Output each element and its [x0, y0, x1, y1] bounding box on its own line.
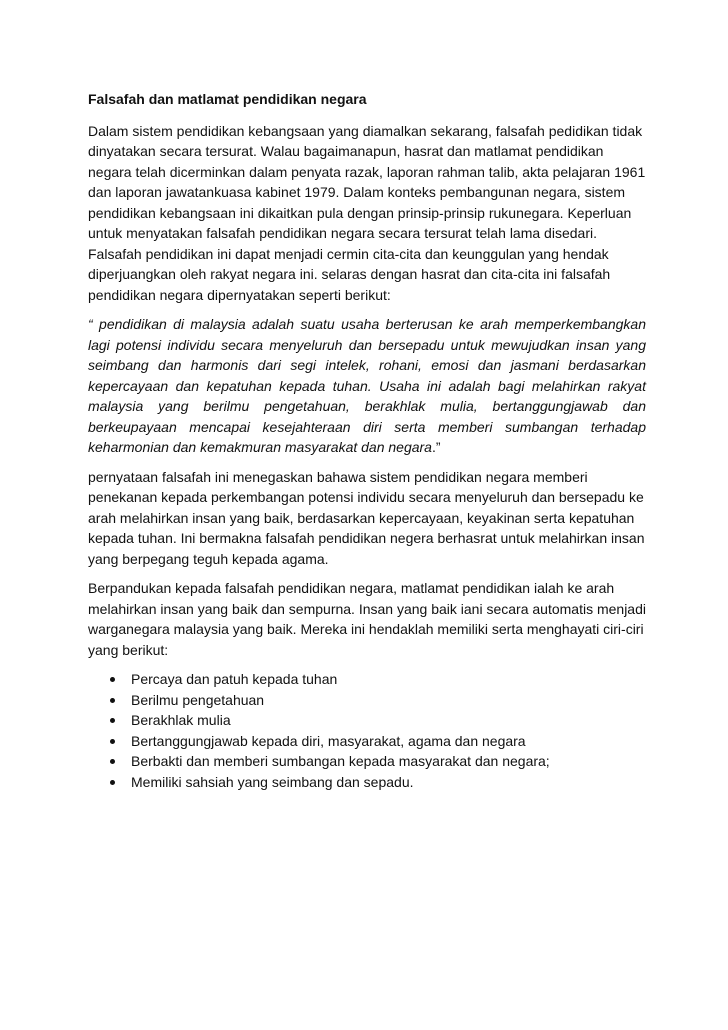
- list-item: [103, 772, 646, 793]
- list-item: [103, 731, 646, 752]
- document-title: Falsafah dan matlamat pendidikan negara: [88, 91, 367, 107]
- list-item: [103, 710, 646, 731]
- statement-paragraph: pernyataan falsafah ini menegaskan bahawa sistem pendidikan negara memberi penekanan kepada perkembangan potensi individu secara menyeluruh dan bersepadu ke arah melahirkan insan yang baik, berdasarkan kepercayaan, keyakinan serta kepatuhan kepada tuhan. Ini bermakna falsafah pendidikan negera berhasrat untuk melahirkan insan yang berpegang teguh kepada agama.: [88, 468, 645, 567]
- intro-paragraph: Dalam sistem pendidikan kebangsaan yang diamalkan sekarang, falsafah pedidikan tidak dinyatakan secara tersurat. Walau bagaimanapun, hasrat dan matlamat pendidikan negara telah dicerminkan dalam penyata razak, laporan rahman talib, akta pelajaran 1961 dan laporan jawatankuasa kabinet 1979. Dalam konteks pembangunan negara, sistem pendidikan kebangsaan ini dikaitkan pula dengan prinsip-prinsip rukunegara. Keperluan untuk menyatakan falsafah pendidikan negara secara tersurat telah lama disedari. Falsafah pendidikan ini dapat menjadi cermin cita-cita dan keunggulan yang hendak diperjuangkan oleh rakyat negara ini. selaras dengan hasrat dan cita-cita ini falsafah pendidikan negara dipernyatakan seperti berikut:: [88, 122, 646, 303]
- bullet-icon: [110, 677, 115, 682]
- list-item-text: Memiliki sahsiah yang seimbang dan sepadu.: [131, 773, 414, 790]
- bullet-icon: [110, 759, 115, 764]
- philosophy-quote: [88, 314, 646, 458]
- characteristics-list: [88, 669, 646, 792]
- goals-paragraph: Berpandukan kepada falsafah pendidikan negara, matlamat pendidikan ialah ke arah melahirkan insan yang baik dan sempurna. Insan yang baik iani secara automatis menjadi warganegara malaysia yang baik. Mereka ini hendaklah memiliki serta menghayati ciri-ciri yang berikut:: [88, 580, 646, 658]
- list-item: [103, 690, 646, 711]
- list-item-text: Berakhlak mulia: [131, 712, 231, 728]
- bullet-icon: [110, 718, 115, 723]
- quote-text: “ pendidikan di malaysia adalah suatu usaha berterusan ke arah memperkembangkan lagi potensi individu secara menyeluruh dan bersepadu untuk mewujudkan insan yang seimbang dan harmonis dari segi intelek, rohani, emosi dan jasmani berdasarkan kepercayaan dan kepatuhan kepada tuhan. Usaha ini adalah bagi melahirkan rakyat malaysia yang berilmu pengetahuan, berakhlak mulia, bertanggungjawab dan berkeupayaan mencapai kesejahteraan diri serta memberi sumbangan terhadap keharmonian dan kemakmuran masyarakat dan negara: [88, 316, 646, 455]
- list-item-text: Bertanggungjawab kepada diri, masyarakat, agama dan negara: [131, 732, 526, 749]
- bullet-icon: [110, 698, 115, 703]
- bullet-icon: [110, 780, 115, 785]
- list-item: [103, 669, 646, 690]
- list-item-text: Percaya dan patuh kepada tuhan: [131, 671, 338, 687]
- list-item: [103, 751, 646, 772]
- quote-closing: .”: [431, 439, 441, 455]
- bullet-icon: [110, 739, 115, 744]
- document-page: [88, 89, 646, 792]
- list-item-text: Berilmu pengetahuan: [131, 691, 265, 708]
- list-item-text: Berbakti dan memberi sumbangan kepada masyarakat dan negara;: [131, 753, 550, 769]
